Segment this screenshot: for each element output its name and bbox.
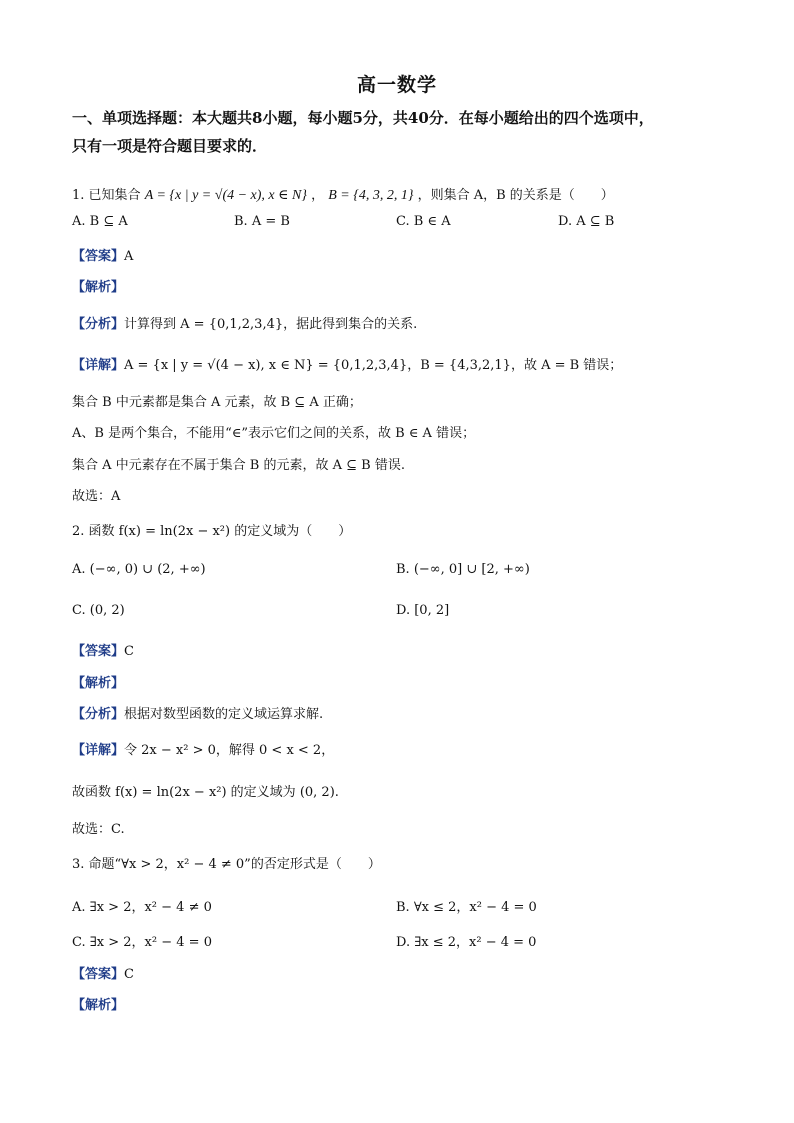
q1-analysis-tag: 【解析】: [72, 280, 125, 295]
q2-option-d: D. [0, 2]: [396, 603, 450, 618]
q3-answer: 【答案】C: [72, 967, 134, 982]
q2-choose: 故选：C.: [72, 822, 125, 837]
q1-detail-line-3: A、B 是两个集合，不能用“∈”表示它们之间的关系，故 B ∈ A 错误；: [72, 426, 476, 441]
q3-option-d: D. ∃x ≤ 2，x² − 4 = 0: [396, 935, 537, 950]
q2-answer: 【答案】C: [72, 644, 134, 659]
q3-option-a: A. ∃x > 2，x² − 4 ≠ 0: [72, 900, 212, 915]
q2-detail: 【详解】令 2x − x² > 0，解得 0 < x < 2，: [72, 743, 335, 758]
q3-analysis-tag: 【解析】: [72, 998, 125, 1013]
q1-fenxi: 【分析】计算得到 A = {0,1,2,3,4}，据此得到集合的关系.: [72, 317, 418, 332]
q2-option-c: C. (0, 2): [72, 603, 125, 618]
q1-choose: 故选：A: [72, 489, 121, 504]
q1-answer: 【答案】A: [72, 249, 134, 264]
q2-fenxi: 【分析】根据对数型函数的定义域运算求解.: [72, 707, 324, 722]
q3-option-b: B. ∀x ≤ 2，x² − 4 = 0: [396, 900, 537, 915]
q1-option-c: C. B ∈ A: [396, 214, 451, 229]
q2-analysis-tag: 【解析】: [72, 676, 125, 691]
q1-option-a: A. B ⊆ A: [72, 214, 128, 229]
q2-option-a: A. (−∞, 0) ∪ (2, +∞): [72, 562, 206, 577]
q1-option-b: B. A = B: [234, 214, 290, 229]
q2-option-b: B. (−∞, 0] ∪ [2, +∞): [396, 562, 530, 577]
q1-stem: 1. 已知集合 A = {x | y = √(4 − x), x ∈ N} ， B = {4, 3, 2, 1} ，则集合 A，B 的关系是（ ）: [72, 188, 614, 203]
q2-stem: 2. 函数 f(x) = ln(2x − x²) 的定义域为（ ）: [72, 524, 352, 539]
q2-detail-line-2: 故函数 f(x) = ln(2x − x²) 的定义域为 (0, 2).: [72, 785, 339, 800]
q1-detail-line-2: 集合 B 中元素都是集合 A 元素，故 B ⊆ A 正确；: [72, 395, 362, 410]
q1-detail-line-4: 集合 A 中元素存在不属于集合 B 的元素，故 A ⊆ B 错误.: [72, 458, 405, 473]
q1-detail: 【详解】A = {x | y = √(4 − x), x ∈ N} = {0,1,2,3,4}，B = {4,3,2,1}，故 A = B 错误；: [72, 358, 623, 373]
section-heading: 一、单项选择题：本大题共8小题，每小题5分，共40分．在每小题给出的四个选项中， 只有一项是符合题目要求的．: [72, 109, 654, 155]
page-title: 高一数学: [356, 74, 437, 96]
q1-set-b: B = {4, 3, 2, 1}: [328, 188, 414, 203]
q1-set-a: A = {x | y = √(4 − x), x ∈ N}: [144, 188, 307, 203]
q3-stem: 3. 命题“∀x > 2，x² − 4 ≠ 0”的否定形式是（ ）: [72, 857, 381, 872]
q3-option-c: C. ∃x > 2，x² − 4 = 0: [72, 935, 212, 950]
q1-option-d: D. A ⊆ B: [558, 214, 615, 229]
